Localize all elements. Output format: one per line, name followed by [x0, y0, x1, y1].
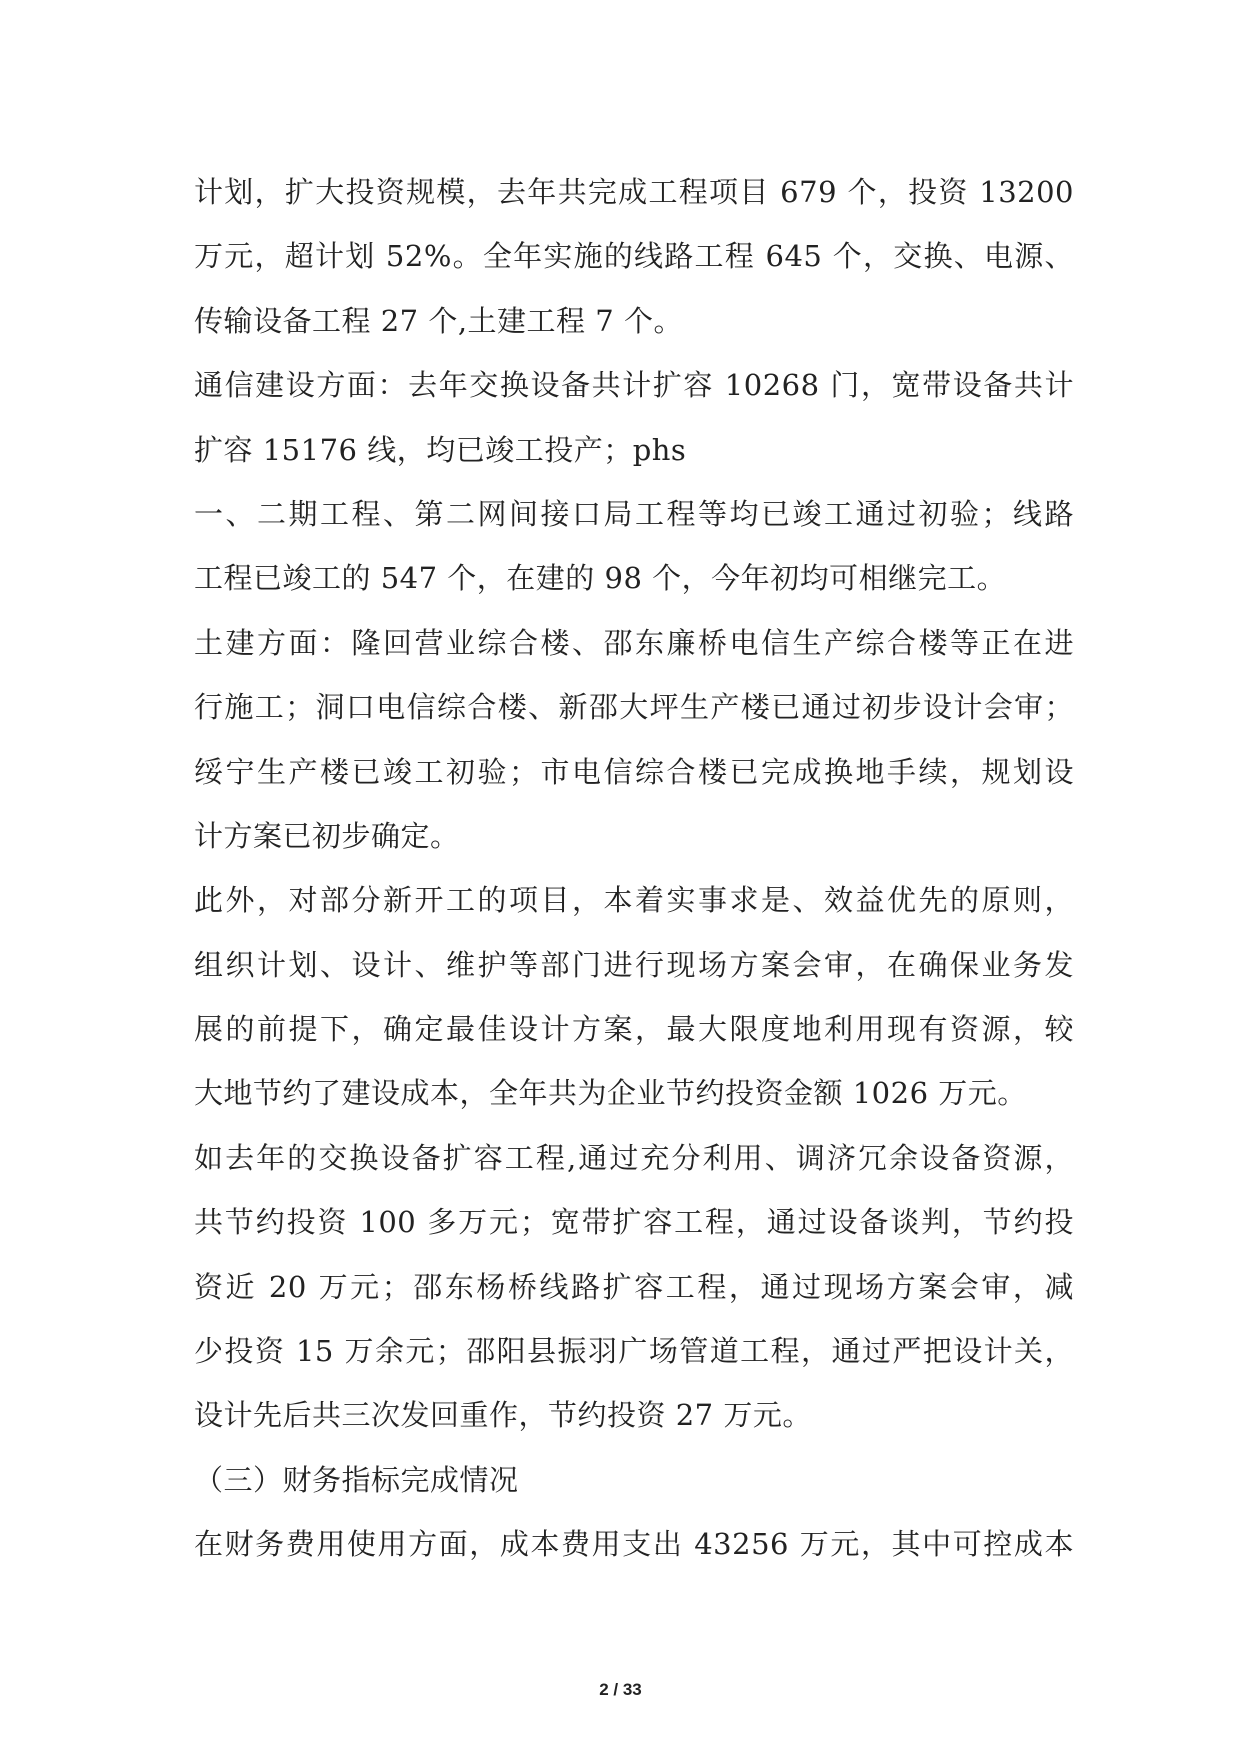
text-line: 万元，超计划 52%。全年实施的线路工程 645 个，交换、电源、: [194, 239, 1074, 274]
text-line: 计方案已初步确定。: [194, 818, 460, 853]
text-line: 如去年的交换设备扩容工程,通过充分利用、调济冗余设备资源，: [194, 1140, 1074, 1175]
text-line: （三）财务指标完成情况: [194, 1462, 519, 1497]
text-line: 此外，对部分新开工的项目，本着实事求是、效益优先的原则，: [194, 883, 1074, 918]
text-line: 一、二期工程、第二网间接口局工程等均已竣工通过初验；线路: [194, 496, 1074, 531]
text-line: 扩容 15176 线，均已竣工投产；phs: [194, 432, 687, 467]
text-line: 资近 20 万元；邵东杨桥线路扩容工程，通过现场方案会审，减: [194, 1269, 1074, 1304]
text-line: 行施工；洞口电信综合楼、新邵大坪生产楼已通过初步设计会审；: [194, 690, 1074, 725]
text-line: 通信建设方面：去年交换设备共计扩容 10268 门，宽带设备共计: [194, 368, 1074, 403]
text-line: 在财务费用使用方面，成本费用支出 43256 万元，其中可控成本: [194, 1527, 1074, 1562]
body-text: [194, 160, 1074, 1577]
text-line: 设计先后共三次发回重作，节约投资 27 万元。: [194, 1398, 812, 1433]
text-line: 展的前提下，确定最佳设计方案，最大限度地利用现有资源，较: [194, 1012, 1074, 1047]
text-line: 传输设备工程 27 个,土建工程 7 个。: [194, 303, 683, 338]
text-line: 计划，扩大投资规模，去年共完成工程项目 679 个，投资 13200: [194, 175, 1074, 209]
text-line: 工程已竣工的 547 个，在建的 98 个，今年初均可相继完工。: [194, 561, 1007, 596]
text-line: 共节约投资 100 多万元；宽带扩容工程，通过设备谈判，节约投: [194, 1205, 1074, 1240]
text-line: 大地节约了建设成本，全年共为企业节约投资金额 1026 万元。: [194, 1076, 1027, 1111]
page-number: 2 / 33: [599, 1680, 642, 1699]
text-line: 组织计划、设计、维护等部门进行现场方案会审，在确保业务发: [194, 947, 1074, 982]
text-line: 土建方面：隆回营业综合楼、邵东廉桥电信生产综合楼等正在进: [194, 625, 1074, 660]
text-line: 少投资 15 万余元；邵阳县振羽广场管道工程，通过严把设计关，: [194, 1334, 1074, 1369]
text-line: 绥宁生产楼已竣工初验；市电信综合楼已完成换地手续，规划设: [194, 754, 1074, 789]
